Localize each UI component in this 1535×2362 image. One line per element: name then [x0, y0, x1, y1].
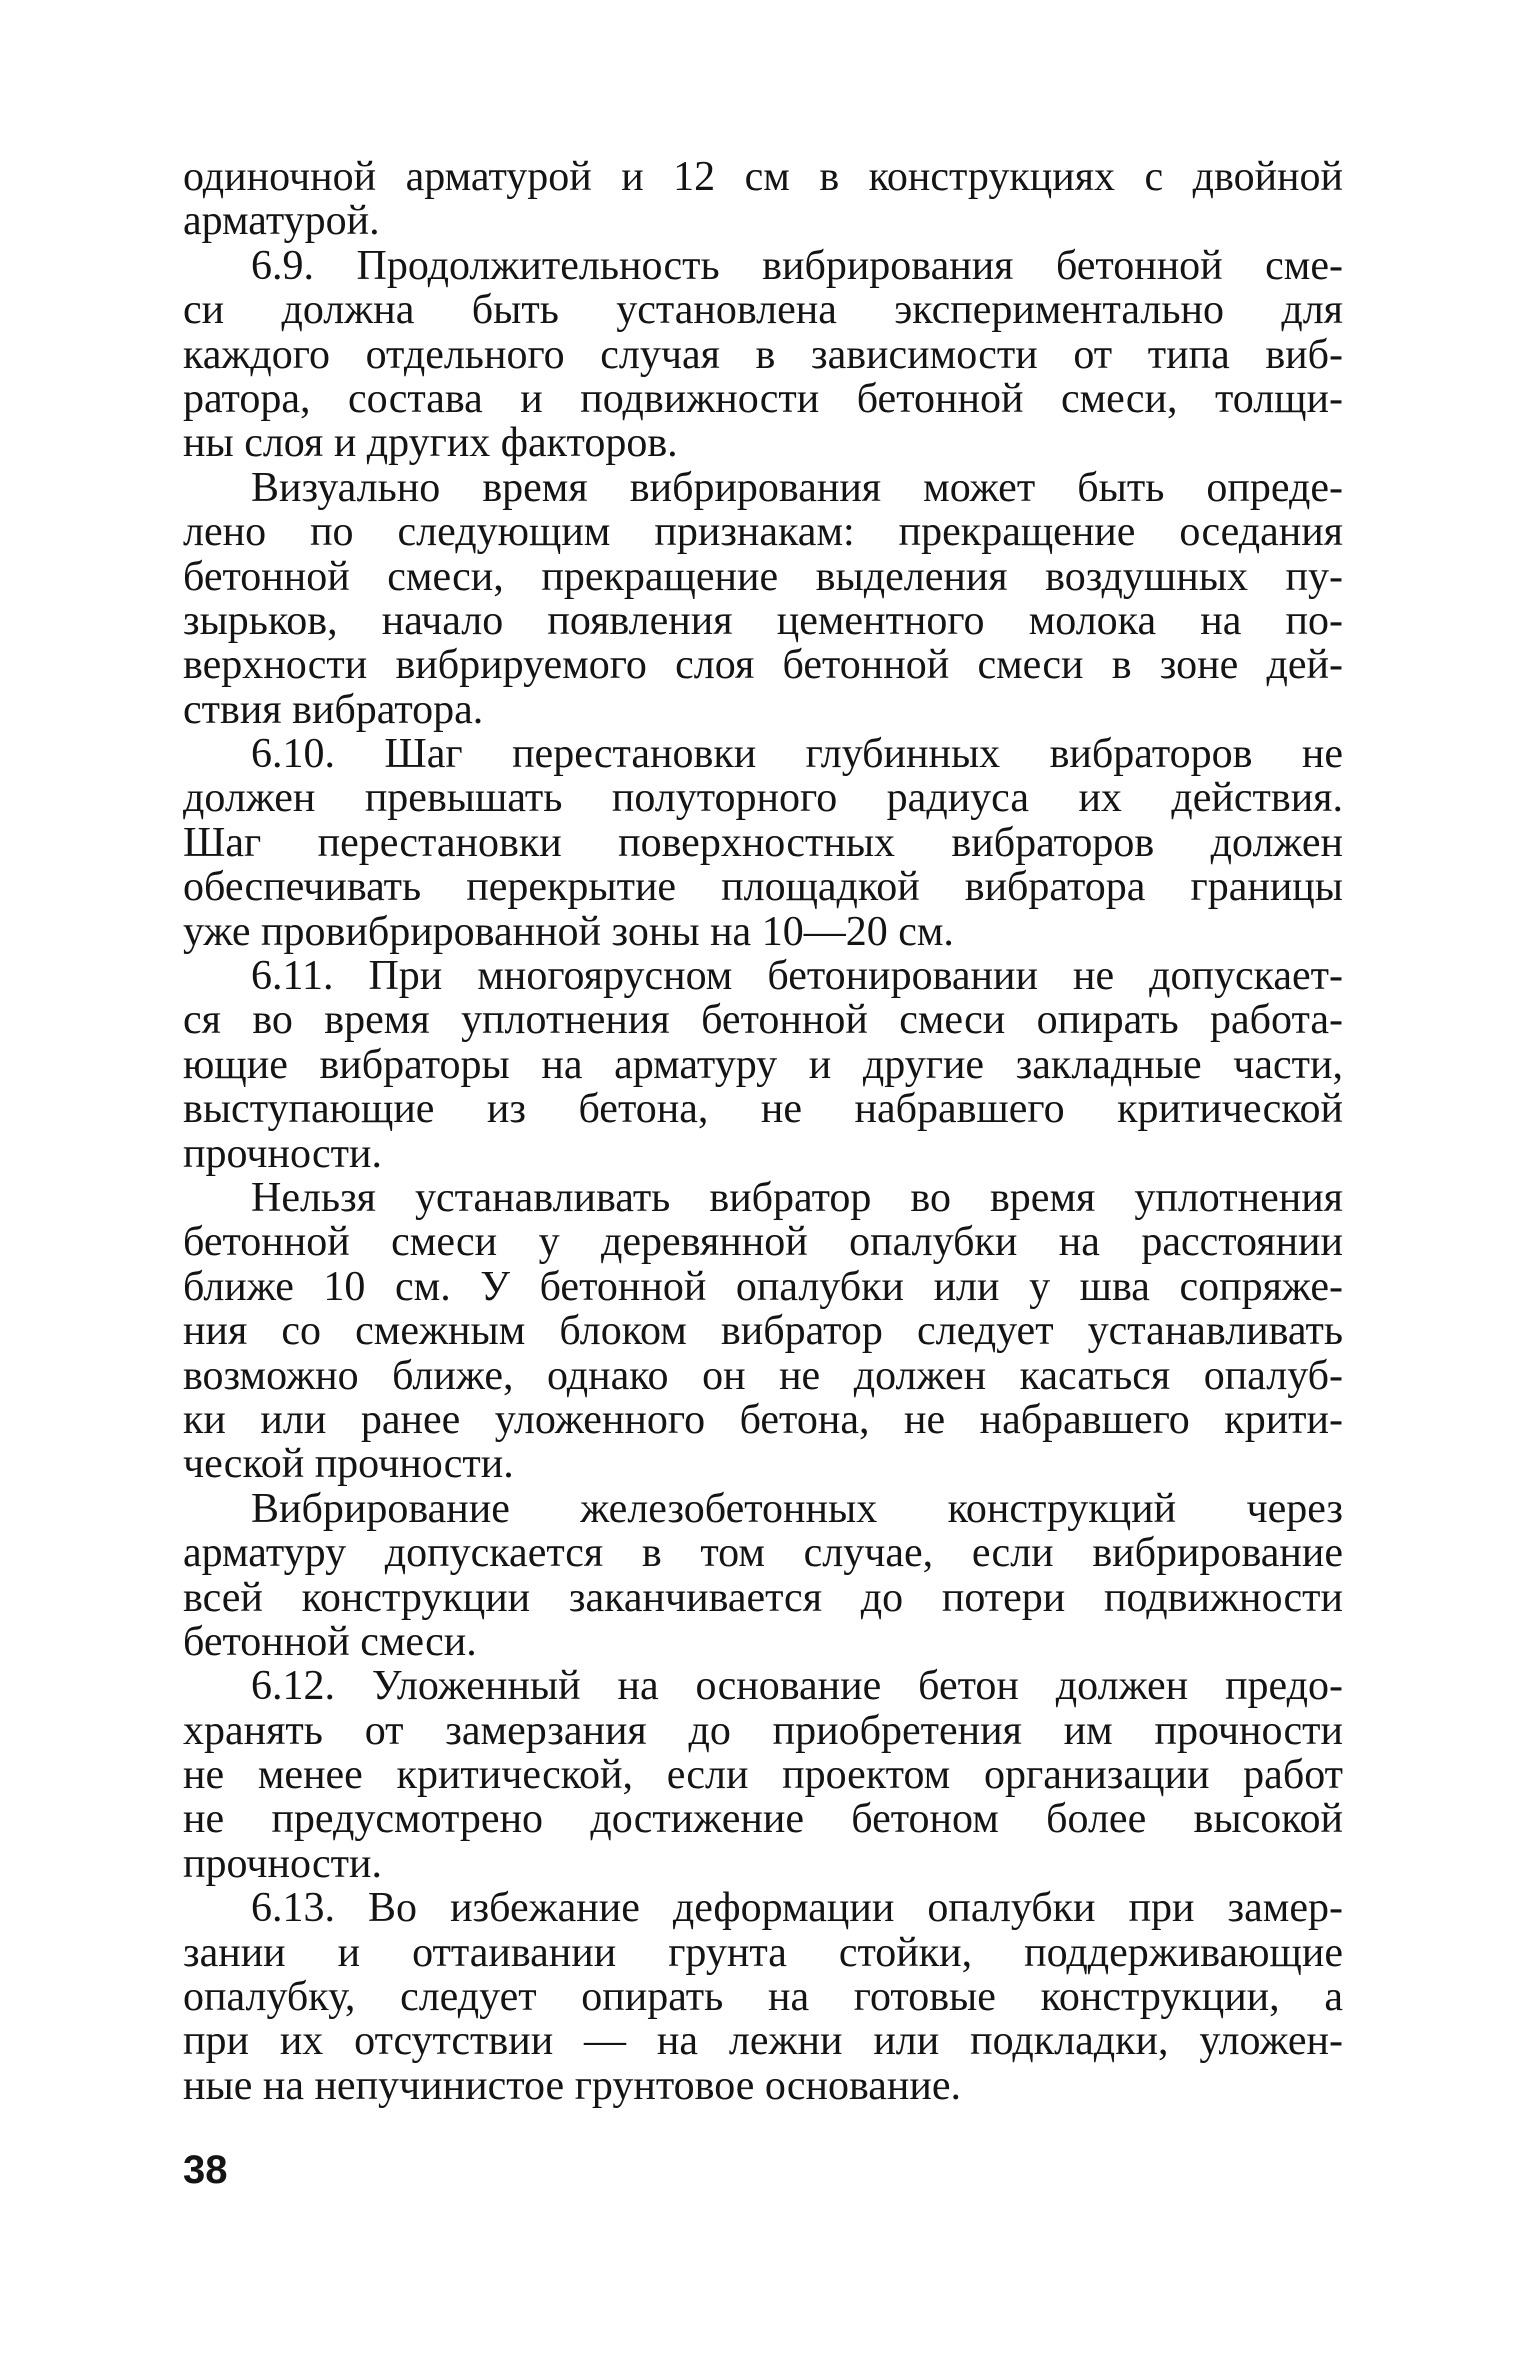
paragraph-start-line: Нельзя устанавливать вибратор во время уплотнения — [251, 1174, 1343, 1221]
text-line: опалубку, следует опирать на готовые конструкции, а — [183, 1974, 1343, 2021]
text-line: верхности вибрируемого слоя бетонной смеси в зоне дей- — [183, 642, 1343, 689]
text-line: всей конструкции заканчивается до потери подвижности — [183, 1574, 1343, 1621]
body-text — [183, 155, 1343, 2108]
text-line: бетонной смеси. — [183, 1618, 477, 1665]
paragraph-start-line: Визуально время вибрирования может быть опреде- — [251, 464, 1343, 511]
text-line: бетонной смеси, прекращение выделения воздушных пу- — [183, 553, 1343, 600]
text-line: ки или ранее уложенного бетона, не набравшего крити- — [183, 1396, 1343, 1443]
clause-6-12-line: 6.12. Уложенный на основание бетон должен предо- — [251, 1663, 1343, 1710]
text-line: ближе 10 см. У бетонной опалубки или у шва сопряже- — [183, 1263, 1343, 1310]
text-line: арматурой. — [183, 198, 380, 245]
text-line: уже провибрированной зоны на 10—20 см. — [183, 908, 954, 955]
clause-6-9-line: 6.9. Продолжительность вибрирования бетонной сме- — [251, 242, 1343, 289]
text-line: не предусмотрено достижение бетоном более высокой — [183, 1796, 1343, 1843]
text-line: ствия вибратора. — [183, 686, 484, 733]
clause-6-10-line: 6.10. Шаг перестановки глубинных вибраторов не — [251, 731, 1343, 778]
text-line: ные на непучинистое грунтовое основание. — [183, 2062, 962, 2109]
text-line: выступающие из бетона, не набравшего критической — [183, 1086, 1343, 1133]
text-line: хранять от замерзания до приобретения им прочности — [183, 1707, 1343, 1754]
paragraph-start-line: Вибрирование железобетонных конструкций через — [251, 1485, 1343, 1532]
text-line: ны слоя и других факторов. — [183, 420, 678, 467]
text-line: ратора, состава и подвижности бетонной смеси, толщи- — [183, 375, 1343, 422]
text-line: лено по следующим признакам: прекращение оседания — [183, 509, 1343, 556]
text-line: си должна быть установлена экспериментально для — [183, 287, 1343, 334]
text-line: одиночной арматурой и 12 см в конструкциях с двойной — [183, 154, 1343, 200]
text-line: при их отсутствии — на лежни или подкладки, уложен- — [183, 2018, 1343, 2065]
text-line: зырьков, начало появления цементного молока на по- — [183, 597, 1343, 644]
text-line: ся во время уплотнения бетонной смеси опирать работа- — [183, 997, 1343, 1044]
text-line: ния со смежным блоком вибратор следует устанавливать — [183, 1308, 1343, 1355]
text-line: ческой прочности. — [183, 1441, 514, 1488]
text-line: прочности. — [183, 1840, 383, 1887]
text-line: должен превышать полуторного радиуса их действия. — [183, 775, 1343, 822]
clause-6-13-line: 6.13. Во избежание деформации опалубки при замер- — [251, 1885, 1343, 1932]
text-line: бетонной смеси у деревянной опалубки на расстоянии — [183, 1219, 1343, 1266]
text-line: не менее критической, если проектом организации работ — [183, 1752, 1343, 1799]
text-line: ющие вибраторы на арматуру и другие закладные части, — [183, 1041, 1343, 1088]
text-line: обеспечивать перекрытие площадкой вибратора границы — [183, 864, 1343, 911]
text-line: арматуру допускается в том случае, если вибрирование — [183, 1530, 1343, 1577]
text-line: Шаг перестановки поверхностных вибраторов должен — [183, 819, 1343, 866]
text-line: зании и оттаивании грунта стойки, поддерживающие — [183, 1929, 1343, 1976]
page-number: 38 — [183, 2148, 228, 2192]
text-line: прочности. — [183, 1130, 383, 1177]
text-line: каждого отдельного случая в зависимости от типа виб- — [183, 331, 1343, 378]
clause-6-11-line: 6.11. При многоярусном бетонировании не допускает- — [251, 953, 1343, 1000]
text-line: возможно ближе, однако он не должен касаться опалуб- — [183, 1352, 1343, 1399]
